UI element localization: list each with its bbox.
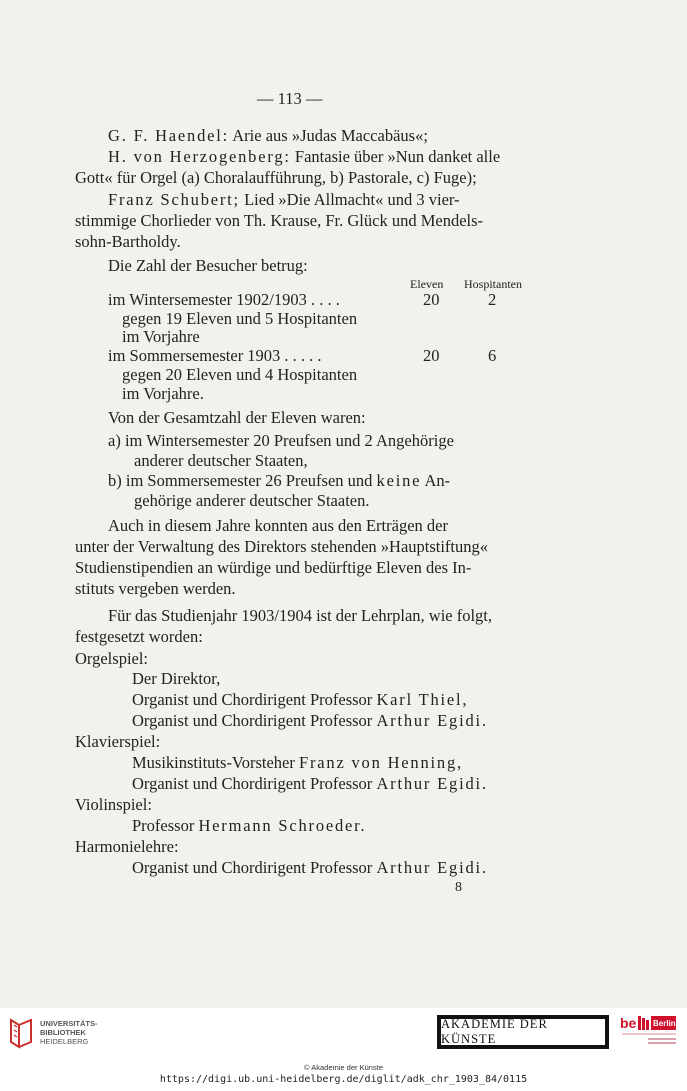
teacher-line: Der Direktor, [132, 669, 221, 688]
teacher-title: Musikinstituts-Vorsteher [132, 753, 295, 772]
teacher-title: Organist und Chordirigent Professor [132, 711, 373, 730]
table-row-label: im Sommersemester 1903 . . . . . [108, 346, 322, 365]
copyright-notice: © Akademie der Künste [304, 1063, 383, 1072]
university-library-name[interactable] [40, 1019, 98, 1046]
svg-text:Berlin: Berlin [653, 1019, 676, 1028]
teacher-title: Organist und Chordirigent Professor [132, 774, 373, 793]
akademie-logo-text: AKADEMIE DER KÜNSTE [440, 1018, 606, 1046]
text-line [108, 126, 428, 146]
subject-heading: Orgelspiel: [75, 649, 149, 668]
text-line [108, 471, 450, 491]
svg-text:be: be [620, 1015, 637, 1031]
column-header-hospitanten: Hospitanten [464, 277, 522, 291]
subject-heading: Harmonielehre: [75, 837, 179, 856]
table-row-label: im Wintersemester 1902/1903 . . . . [108, 290, 340, 309]
university-library-logo-icon[interactable] [8, 1016, 34, 1050]
teacher-title: Organist und Chordirigent Professor [132, 690, 373, 709]
work-title: Lied »Die Allmacht« und 3 vier- [244, 190, 460, 209]
text-line: unter der Verwaltung des Direktors stehenden »Hauptstiftung« [75, 537, 489, 556]
text-line: Studienstipendien an würdige und bedürftige Eleven des In- [75, 558, 472, 577]
text-line: Für das Studienjahr 1903/1904 ist der Lehrplan, wie folgt, [108, 606, 493, 625]
text-line: festgesetzt worden: [75, 627, 203, 646]
table-row-note: im Vorjahre [122, 327, 200, 346]
text-line [108, 147, 500, 167]
teacher-name: Franz von Henning, [299, 753, 463, 772]
be-berlin-logo-icon[interactable] [620, 1014, 678, 1052]
table-cell-eleven: 20 [423, 346, 440, 365]
text-line: a) im Wintersemester 20 Preufsen und 2 Angehörige [108, 431, 454, 450]
text-line: Gott« für Orgel (a) Choralaufführung, b) Pastorale, c) Fuge); [75, 168, 477, 187]
teacher-line [132, 858, 488, 878]
teacher-name: Arthur Egidi. [376, 774, 488, 793]
text-line: gehörige anderer deutscher Staaten. [134, 491, 370, 510]
text-line: Auch in diesem Jahre konnten aus den Erträgen der [108, 516, 448, 535]
text-line [108, 190, 460, 210]
uni-line: HEIDELBERG [40, 1037, 89, 1046]
teacher-line [132, 711, 488, 731]
teacher-title: Professor [132, 816, 195, 835]
text-span: An- [424, 471, 451, 490]
subject-heading: Klavierspiel: [75, 732, 161, 751]
text-line: stimmige Chorlieder von Th. Krause, Fr. Glück und Mendels- [75, 211, 484, 230]
teacher-line [132, 753, 463, 773]
composer-name: H. von Herzogenberg: [108, 147, 291, 166]
table-cell-hospitanten: 2 [488, 290, 497, 309]
work-title: Arie aus »Judas Maccabäus«; [232, 126, 428, 145]
text-span: b) im Sommersemester 26 Preufsen und [108, 471, 373, 490]
table-row-note: gegen 19 Eleven und 5 Hospitanten [122, 309, 358, 328]
uni-line: BIBLIOTHEK [40, 1028, 86, 1037]
teacher-title: Organist und Chordirigent Professor [132, 858, 373, 877]
composer-name: G. F. Haendel: [108, 126, 230, 145]
akademie-der-kuenste-logo[interactable] [437, 1015, 609, 1049]
teacher-name: Hermann Schroeder. [198, 816, 367, 835]
text-line: Von der Gesamtzahl der Eleven waren: [108, 408, 366, 427]
subject-heading: Violinspiel: [75, 795, 152, 814]
signature-mark: 8 [455, 880, 462, 895]
emphasis: keine [376, 471, 422, 490]
table-cell-hospitanten: 6 [488, 346, 497, 365]
teacher-name: Arthur Egidi. [376, 858, 488, 877]
uni-line: UNIVERSITÄTS- [40, 1019, 98, 1028]
table-row-note: im Vorjahre. [122, 384, 204, 403]
table-row-note: gegen 20 Eleven und 4 Hospitanten [122, 365, 358, 384]
text-line: anderer deutscher Staaten, [134, 451, 308, 470]
text-line: sohn-Bartholdy. [75, 232, 181, 251]
table-cell-eleven: 20 [423, 290, 440, 309]
column-header-eleven: Eleven [410, 277, 444, 291]
teacher-name: Karl Thiel, [376, 690, 469, 709]
teacher-line [132, 690, 468, 710]
teacher-line [132, 816, 366, 836]
teacher-line [132, 774, 488, 794]
permalink-url[interactable]: https://digi.ub.uni-heidelberg.de/diglit/adk_chr_1903_84/0115 [159, 1074, 528, 1085]
page-number: — 113 — [257, 89, 323, 108]
composer-name: Franz Schubert; [108, 190, 240, 209]
text-line: Die Zahl der Besucher betrug: [108, 256, 308, 275]
work-title: Fantasie über »Nun danket alle [294, 147, 501, 166]
teacher-name: Arthur Egidi. [376, 711, 488, 730]
text-line: stituts vergeben werden. [75, 579, 236, 598]
